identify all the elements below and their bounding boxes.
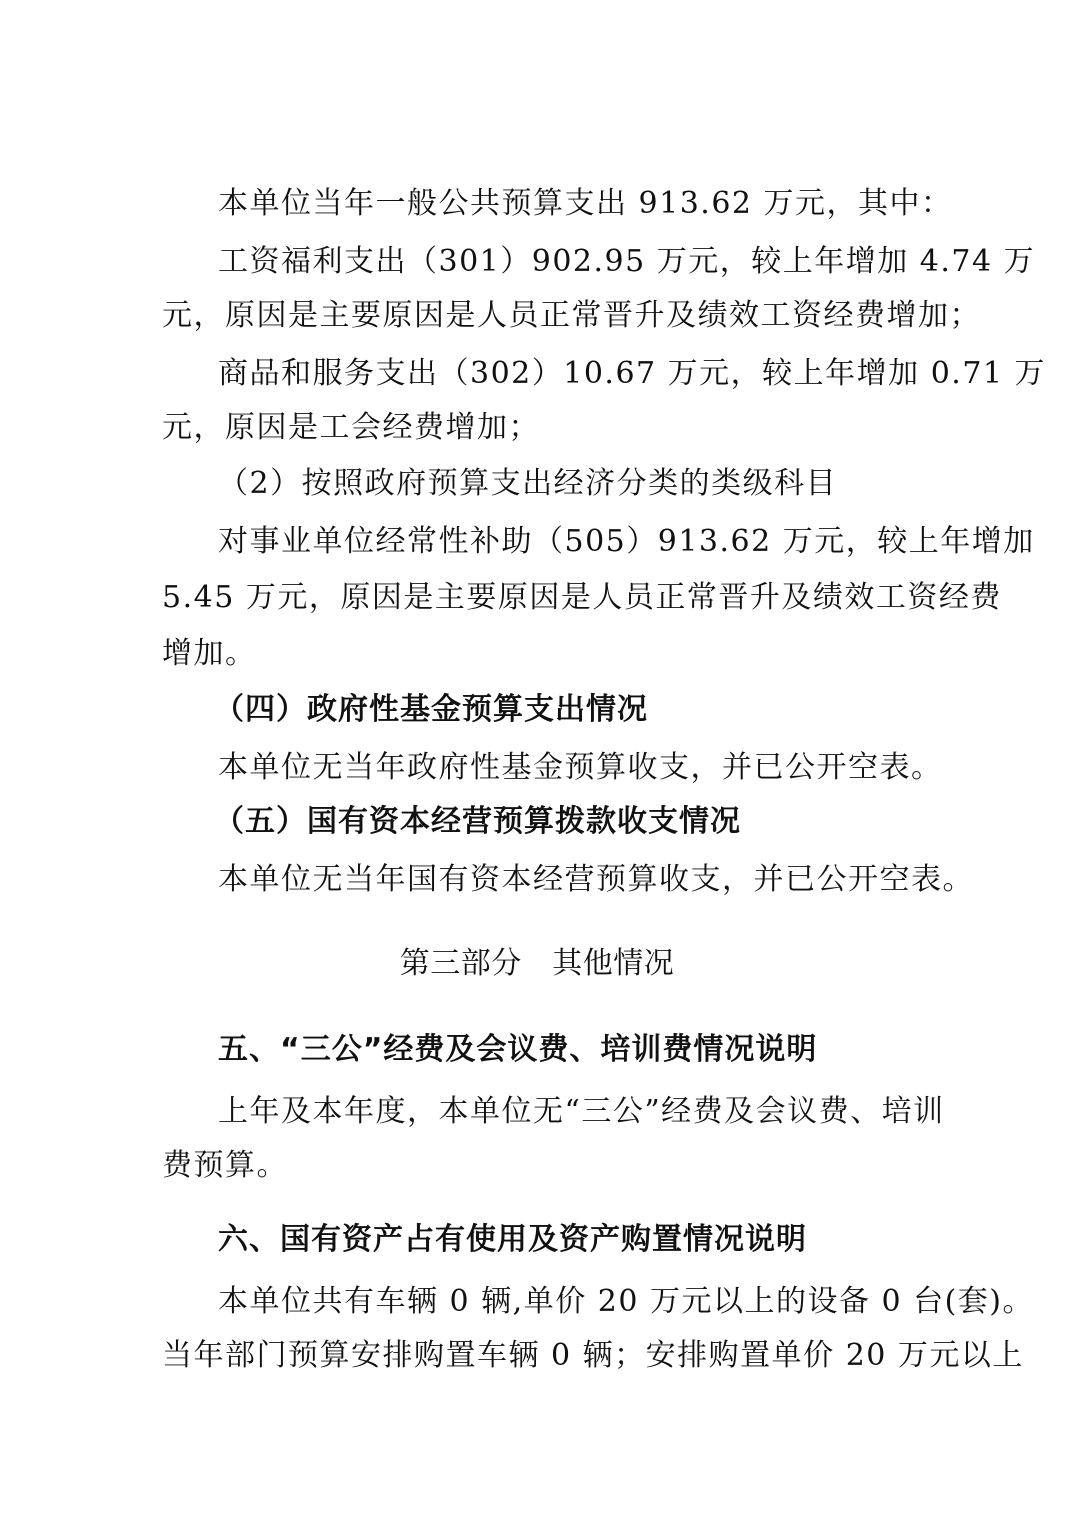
paragraph-line: 元，原因是工会经费增加； [162,410,540,445]
paragraph-line: 费预算。 [162,1148,288,1183]
paragraph-line: 本单位当年一般公共预算支出 913.62 万元，其中： [218,186,953,221]
paragraph-line: 本单位共有车辆 0 辆,单价 20 万元以上的设备 0 台(套)。 [218,1284,1035,1319]
paragraph-line: 本单位无当年国有资本经营预算收支，并已公开空表。 [218,862,974,897]
paragraph-line: （2）按照政府预算支出经济分类的类级科目 [218,466,838,501]
paragraph-line: 增加。 [162,636,257,671]
paragraph-line: 本单位无当年政府性基金预算收支，并已公开空表。 [218,750,943,785]
section-heading: 六、国有资产占有使用及资产购置情况说明 [218,1222,807,1257]
section-heading: 五、“三公”经费及会议费、培训费情况说明 [218,1032,818,1067]
part-title: 第三部分 其他情况 [399,946,675,981]
section-heading: （四）政府性基金预算支出情况 [214,692,648,727]
paragraph-line: 5.45 万元，原因是主要原因是人员正常晋升及绩效工资经费 [162,580,1002,615]
section-heading: （五）国有资本经营预算拨款收支情况 [214,804,741,839]
paragraph-line: 商品和服务支出（302）10.67 万元，较上年增加 0.71 万 [218,356,1047,391]
paragraph-line: 对事业单位经常性补助（505）913.62 万元，较上年增加 [218,524,1035,559]
paragraph-line: 元，原因是主要原因是人员正常晋升及绩效工资经费增加； [162,298,981,333]
paragraph-line: 当年部门预算安排购置车辆 0 辆；安排购置单价 20 万元以上 [162,1338,1024,1373]
paragraph-line: 上年及本年度，本单位无“三公”经费及会议费、培训 [218,1094,945,1129]
paragraph-line: 工资福利支出（301）902.95 万元，较上年增加 4.74 万 [218,244,1036,279]
